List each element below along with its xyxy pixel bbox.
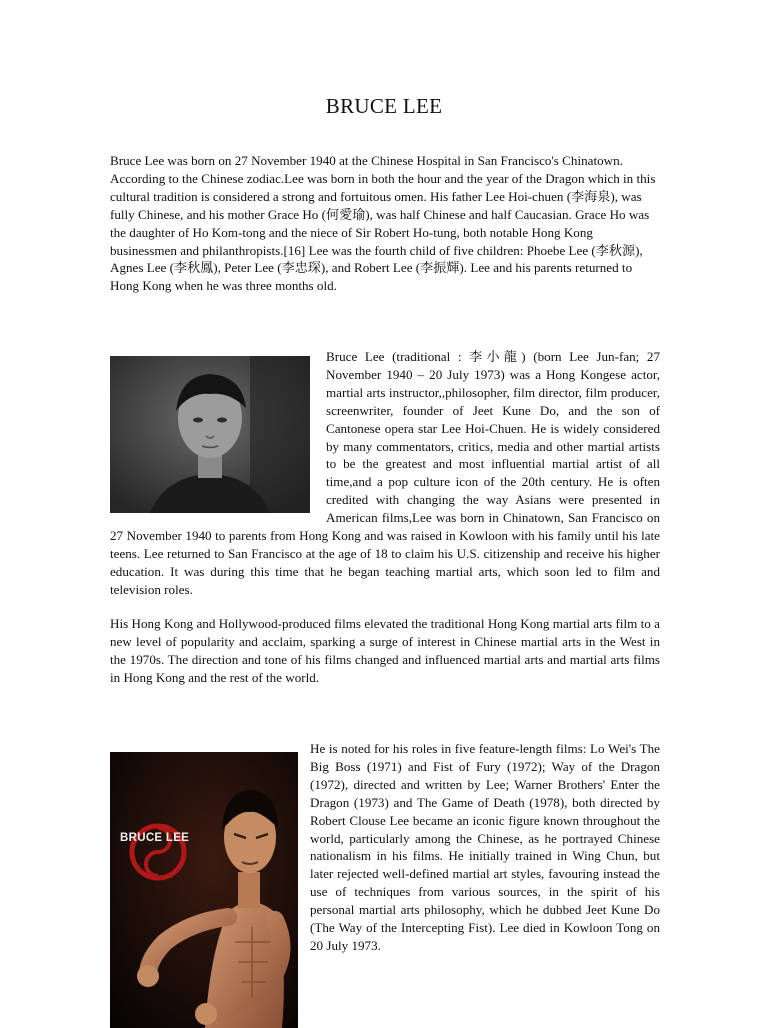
poster-photo <box>110 752 298 1028</box>
paragraph-bio <box>110 348 660 599</box>
poster-label: BRUCE LEE <box>120 832 190 844</box>
paragraph-roles <box>110 740 660 1028</box>
paragraph-birth: Bruce Lee was born on 27 November 1940 at the Chinese Hospital in San Francisco's Chinatown. According to the Chinese zodiac.Lee was born in both the hour and the year of the Dragon which in this cultural tradition is considered a strong and fortuitous omen. His father Lee Hoi-chuen (李海泉), was fully Chinese, and his mother Grace Ho (何愛瑜), was half Chinese and half Caucasian. Grace Ho was the daughter of Ho Kom-tong and the niece of Sir Robert Ho-tung, both notable Hong Kong businessmen and philanthropists.[16] Lee was the fourth child of five children: Phoebe Lee (李秋源), Agnes Lee (李秋鳳), Peter Lee (李忠琛), and Robert Lee (李振輝). Lee and his parents returned to Hong Kong when he was three months old. <box>110 153 656 294</box>
document-title: BRUCE LEE <box>325 94 443 118</box>
paragraph-bio-text: Bruce Lee (traditional : 李小龍) (born Lee Jun-fan; 27 November 1940 – 20 July 1973) was a Hong Kongese actor, martial arts instructor,,philosopher, film director, film producer, screenwriter, founder of Jeet Kune Do, and the son of Cantonese opera star Lee Hoi-Chuen. He is widely considered by many commentators, critics, media and other martial artists to be the greatest and most influential martial artist of all time,and a pop culture icon of the 20th century. He is often credited with changing the way Asians were presented in American films,Lee was born in Chinatown, San Francisco on 27 November 1940 to parents from Hong Kong and was raised in Kowloon with his family until his late teens. Lee returned to San Francisco at the age of 18 to claim his U.S. citizenship and receive his higher education. It was during this time that he began teaching martial arts, which soon led to film and television roles. <box>110 349 660 597</box>
paragraph-roles-text: He is noted for his roles in five feature-length films: Lo Wei's The Big Boss (1971) and Fist of Fury (1972); Way of the Dragon (1972), directed and written by Lee; Warner Brothers' Enter the Dragon (1973) and The Game of Death (1978), both directed by Robert Clouse Lee became an iconic figure known throughout the world, particularly among the Chinese, as he portrayed Chinese nationalism in his films. He initially trained in Wing Chun, but later rejected well-defined martial art styles, favouring instead the use of techniques from various sources, in the spirit of his personal martial arts philosophy, which he dubbed Jeet Kune Do (The Way of the Intercepting Fist). Lee died in Kowloon Tong on 20 July 1973. <box>310 741 660 953</box>
paragraph-films: His Hong Kong and Hollywood-produced films elevated the traditional Hong Kong martial arts film to a new level of popularity and acclaim, sparking a surge of interest in Chinese martial arts in the West in the 1970s. The direction and tone of his films changed and influenced martial arts and martial arts films in Hong Kong and the rest of the world. <box>110 616 660 685</box>
childhood-photo <box>110 356 310 513</box>
